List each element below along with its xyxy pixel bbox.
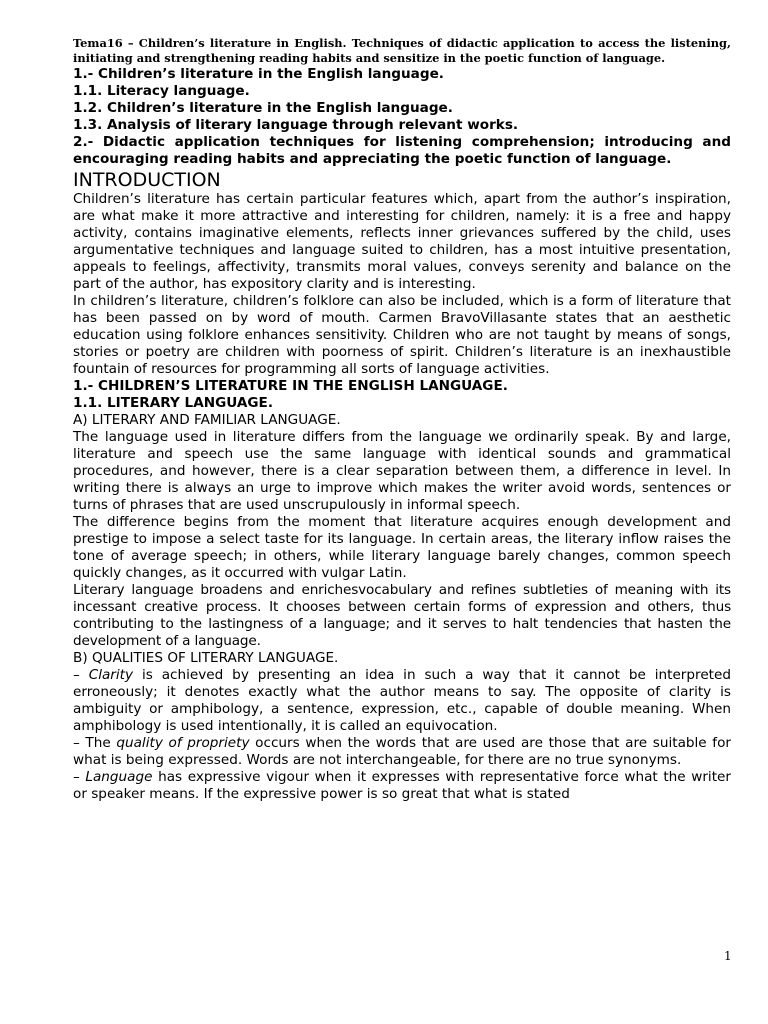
intro-paragraph: In children’s literature, children’s folklore can also be included, which is a form of literature that has been passed on by word of mouth. Carmen BravoVillasante states that an aesthetic education using folklore enhances sensitivity. Children who are not taught by means of songs, stories or poetry are children with poorness of spirit. Children’s literature is an inexhaustible fountain of resources for programming all sorts of language activities. xyxy=(73,293,731,377)
clarity-paragraph xyxy=(73,667,731,735)
language-vigour-term: Language xyxy=(85,769,153,785)
intro-paragraph: Children’s literature has certain particular features which, apart from the author’s inspiration, are what make it more attractive and interesting for children, namely: it is a free and happy activity, contains imaginative elements, reflects inner grievances suffered by the child, uses argumentative techniques and language suited to children, has a most intuitive presentation, appeals to feelings, affectivity, transmits moral values, conveys serenity and balance on the part of the author, has expository clarity and is interesting. xyxy=(73,191,731,292)
clarity-term: Clarity xyxy=(88,667,134,683)
subsection-a-heading: A) LITERARY AND FAMILIAR LANGUAGE. xyxy=(73,412,341,428)
propriety-term: quality of propriety xyxy=(116,735,250,751)
introduction-heading: INTRODUCTION xyxy=(73,169,221,191)
language-vigour-paragraph xyxy=(73,769,731,803)
subsection-b-heading: B) QUALITIES OF LITERARY LANGUAGE. xyxy=(73,650,339,666)
propriety-paragraph xyxy=(73,735,731,769)
document-title: Tema16 – Children’s literature in English. Techniques of didactic application to access the listening, initiating and strengthening reading habits and sensitize in the poetic function of language. xyxy=(73,36,731,65)
clarity-text: is achieved by presenting an idea in such a way that it cannot be interpreted erroneously; it denotes exactly what the author means to say. The opposite of clarity is ambiguity or amphibology, a sentence, expression, etc., capable of double meaning. When amphibology is used intentionally, it is called an equivocation. xyxy=(73,667,731,734)
outline-item: 1.1. Literacy language. xyxy=(73,83,250,99)
language-vigour-text: has expressive vigour when it expresses with representative force what the writer or speaker means. If the expressive power is so great that what is stated xyxy=(73,769,731,802)
body-paragraph: Literary language broadens and enrichesvocabulary and refines subtleties of meaning with its incessant creative process. It chooses between certain forms of expression and others, thus contributing to the lastingness of a language; and it serves to halt tendencies that hasten the development of a language. xyxy=(73,582,731,649)
propriety-text: occurs when the words that are used are those that are suitable for what is being expressed. Words are not interchangeable, for there are no true synonyms. xyxy=(73,735,731,768)
propriety-prefix: – The xyxy=(73,735,117,751)
section-1-heading: 1.- CHILDREN’S LITERATURE IN THE ENGLISH LANGUAGE. xyxy=(73,378,508,394)
page-number: 1 xyxy=(724,949,732,963)
outline-item: 1.2. Children’s literature in the English language. xyxy=(73,100,453,116)
language-vigour-prefix: – xyxy=(73,769,86,785)
outline-item: 1.3. Analysis of literary language through relevant works. xyxy=(73,117,519,133)
outline-item: 1.- Children’s literature in the English language. xyxy=(73,66,444,82)
section-1-1-heading: 1.1. LITERARY LANGUAGE. xyxy=(73,395,274,411)
clarity-prefix: – xyxy=(73,667,89,683)
body-paragraph: The difference begins from the moment that literature acquires enough development and prestige to impose a select taste for its language. In certain areas, the literary inflow raises the tone of average speech; in others, while literary language barely changes, common speech quickly changes, as it occurred with vulgar Latin. xyxy=(73,514,731,581)
body-paragraph: The language used in literature differs from the language we ordinarily speak. By and large, literature and speech use the same language with identical sounds and grammatical procedures, and however, there is a clear separation between them, a difference in level. In writing there is always an urge to improve which makes the writer avoid words, sentences or turns of phrases that are used unscrupulously in informal speech. xyxy=(73,429,731,513)
outline-item: 2.- Didactic application techniques for listening comprehension; introducing and encouraging reading habits and appreciating the poetic function of language. xyxy=(73,134,731,167)
document-body xyxy=(73,36,731,803)
